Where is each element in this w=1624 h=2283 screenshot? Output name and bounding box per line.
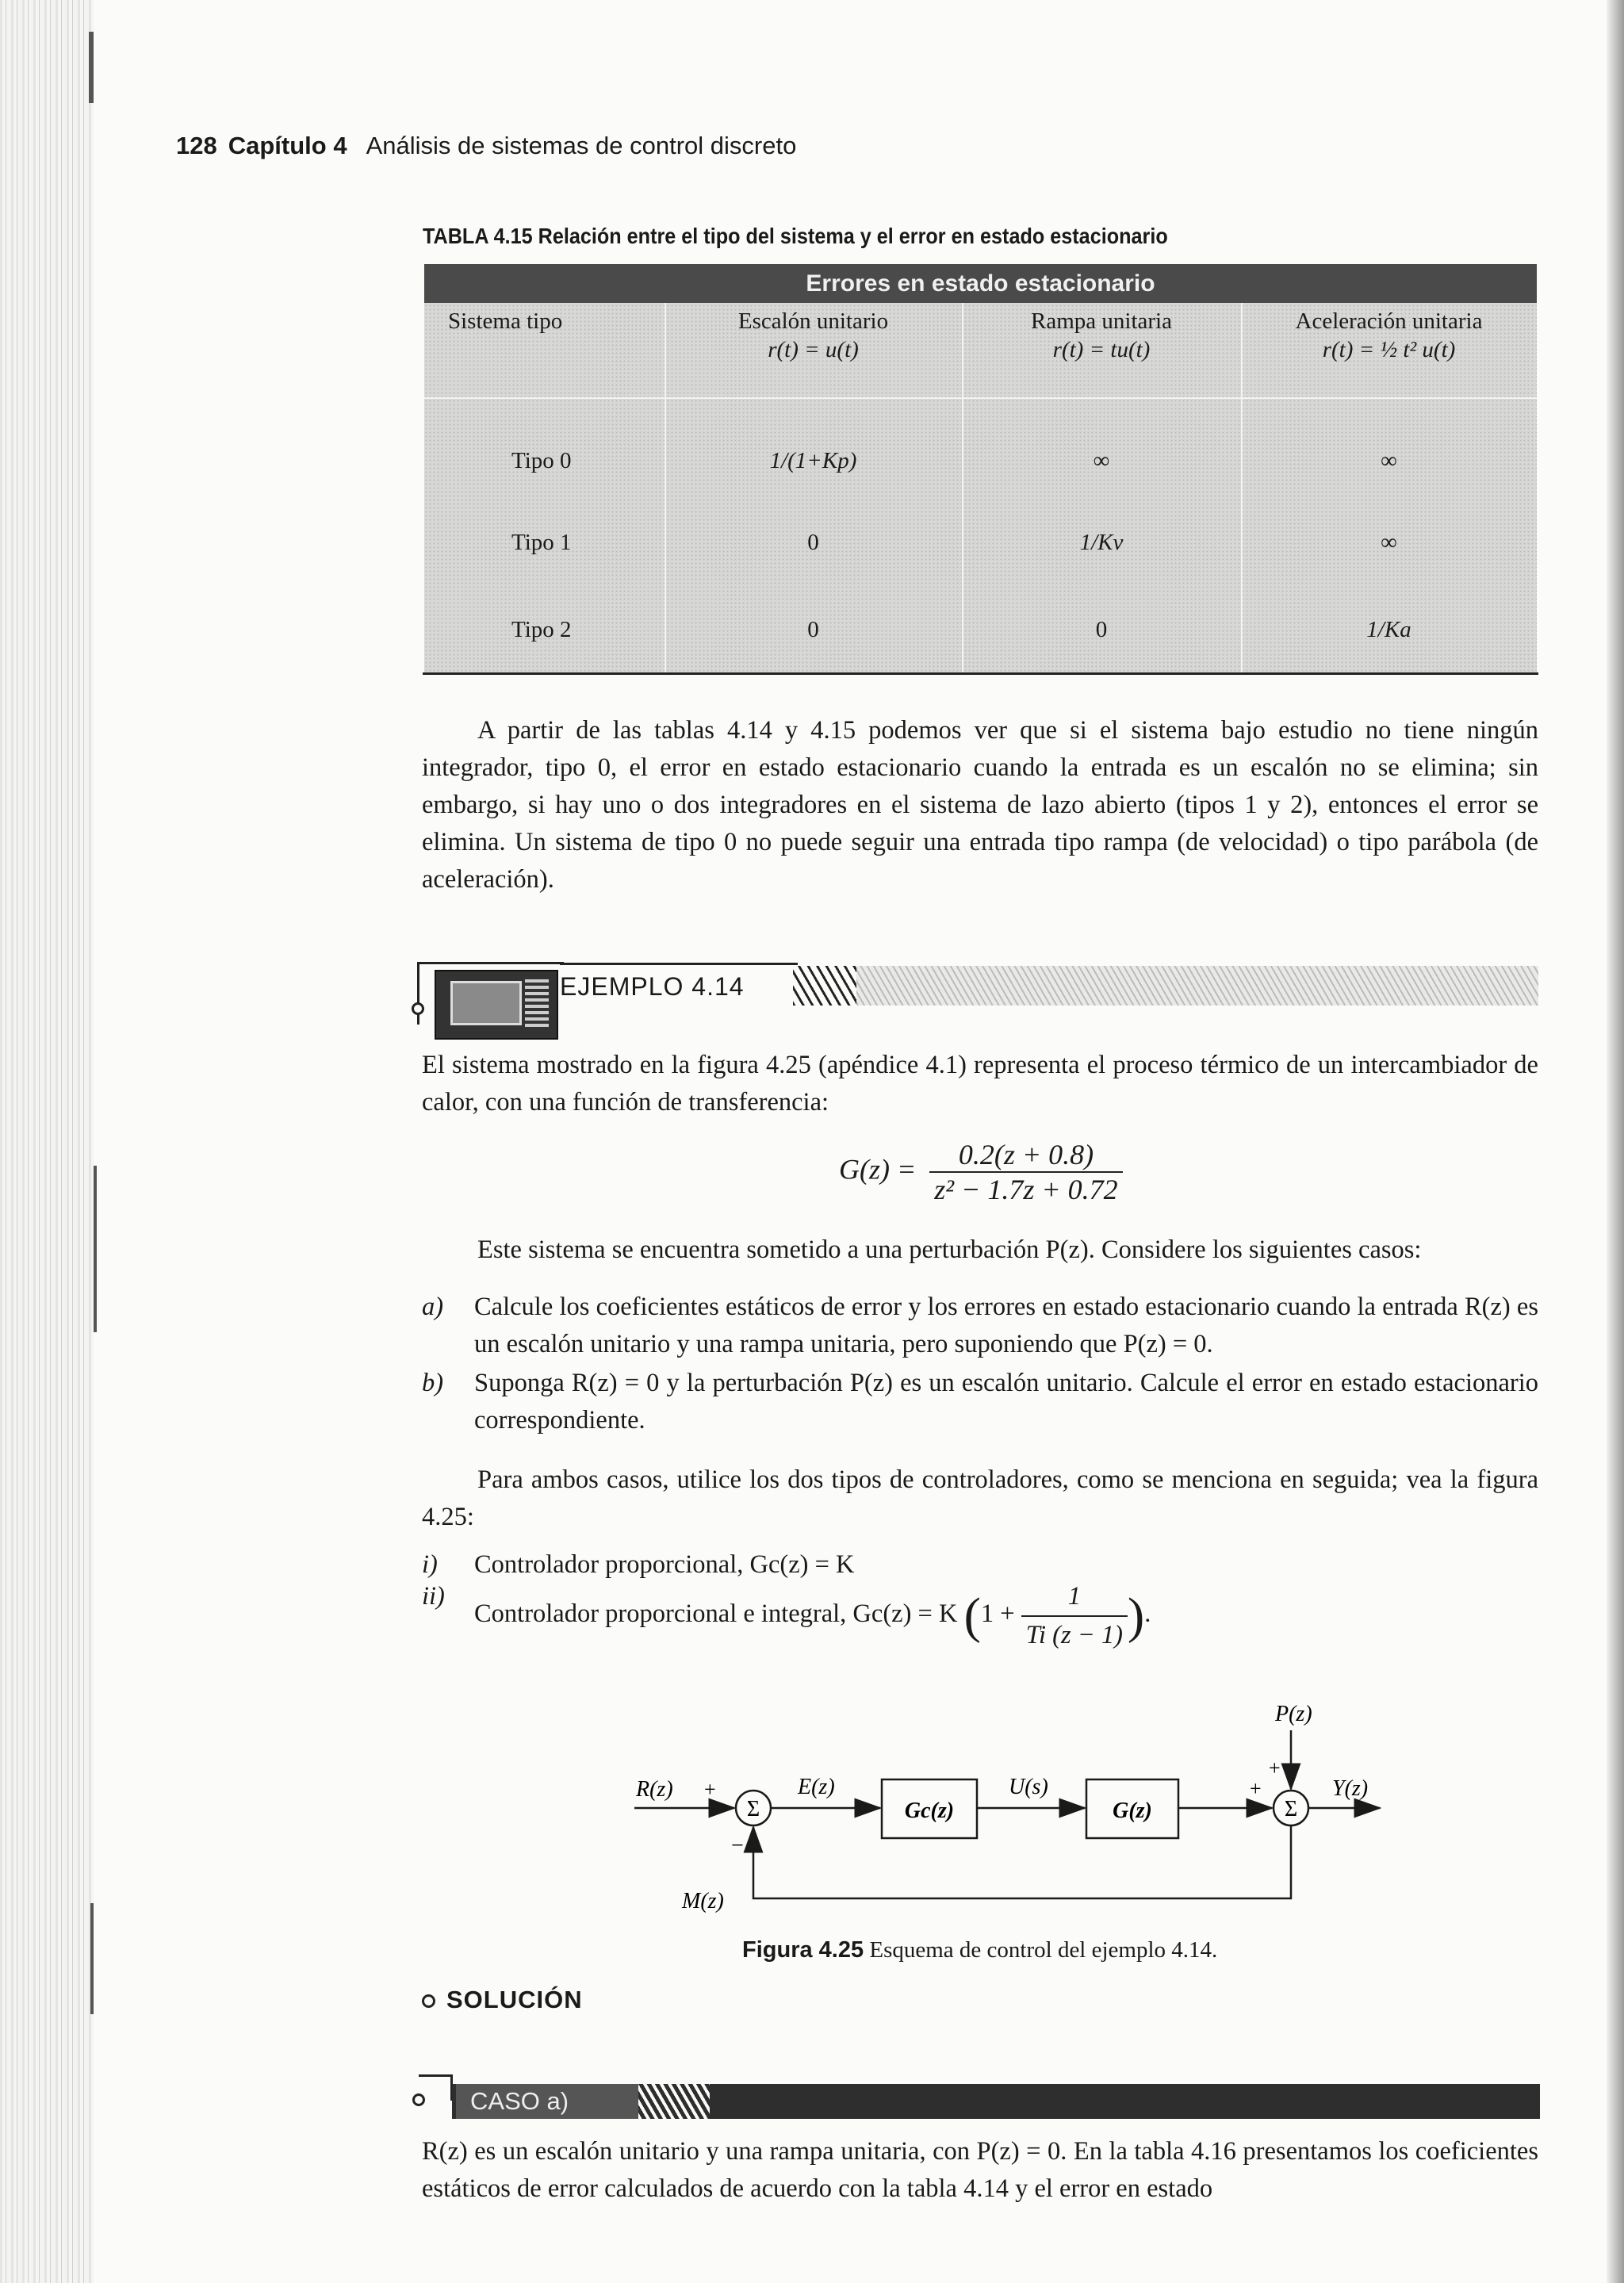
table-cell: 0 bbox=[807, 617, 819, 642]
table-cell: 0 bbox=[807, 530, 819, 555]
case-marker: b) bbox=[422, 1369, 444, 1397]
solution-bullet bbox=[422, 1994, 435, 2008]
column-header: Escalón unitario bbox=[737, 308, 889, 334]
body-paragraph: R(z) es un escalón unitario y una rampa unitaria, con P(z) = 0. En la tabla 4.16 presentamos los coeficientes estáticos de error calculados de acuerdo con la tabla 4.14 y el error en estado bbox=[422, 2137, 1538, 2203]
chapter-title: Análisis de sistemas de control discreto bbox=[366, 132, 797, 159]
computer-icon bbox=[435, 970, 558, 1040]
margin-mark bbox=[94, 1166, 97, 1332]
example-hatch bbox=[793, 966, 1538, 1006]
table-group-header: Errores en estado estacionario bbox=[424, 264, 1537, 303]
page-number: 128 bbox=[176, 132, 217, 159]
margin-mark bbox=[89, 32, 94, 103]
sum2-symbol: Σ bbox=[1284, 1797, 1298, 1821]
disturbance-label: P(z) bbox=[1275, 1702, 1312, 1726]
sum1-minus: − bbox=[731, 1833, 744, 1858]
case-text: Suponga R(z) = 0 y la perturbación P(z) es un escalón unitario. Calcule el error en estado estacionario correspondiente. bbox=[474, 1369, 1538, 1435]
column-formula: r(t) = ½ t² u(t) bbox=[1322, 337, 1456, 362]
column-formula: r(t) = u(t) bbox=[768, 337, 859, 362]
controller-tail: . bbox=[1144, 1599, 1151, 1629]
row-type: Tipo 1 bbox=[511, 530, 572, 555]
case-label: CASO a) bbox=[456, 2084, 638, 2119]
controller-marker: i) bbox=[422, 1550, 438, 1579]
table-cell: ∞ bbox=[1381, 448, 1397, 473]
body-paragraph: El sistema mostrado en la figura 4.25 (apéndice 4.1) representa el proceso térmico de un intercambiador de calor, con una función de transferencia: bbox=[422, 1051, 1538, 1117]
margin-mark bbox=[90, 1903, 94, 2014]
table-divider bbox=[424, 397, 1537, 399]
controller-text: Controlador proporcional e integral, Gc(z) = K bbox=[474, 1599, 958, 1629]
row-type: Tipo 0 bbox=[511, 448, 572, 473]
table-bottom-rule bbox=[423, 672, 1538, 675]
control-label: U(s) bbox=[1009, 1775, 1048, 1799]
solution-label: SOLUCIÓN bbox=[446, 1986, 583, 2013]
controller-frac-num: 1 bbox=[1067, 1582, 1081, 1611]
feedback-path bbox=[753, 1825, 1291, 1898]
example-label: EJEMPLO 4.14 bbox=[560, 972, 745, 1001]
error-table bbox=[424, 264, 1537, 674]
table-cell: ∞ bbox=[1381, 530, 1397, 555]
body-paragraph: Para ambos casos, utilice los dos tipos de controladores, como se menciona en seguida; vea la figura 4.25: bbox=[422, 1465, 1538, 1531]
case-marker: a) bbox=[422, 1293, 444, 1321]
column-formula: r(t) = tu(t) bbox=[1052, 337, 1151, 362]
figure-caption bbox=[742, 1937, 1217, 1963]
controller-marker: ii) bbox=[422, 1582, 445, 1611]
example-rule bbox=[560, 963, 798, 965]
row-type: Tipo 2 bbox=[511, 617, 572, 642]
table-cell: ∞ bbox=[1093, 448, 1110, 473]
body-paragraph: Este sistema se encuentra sometido a una perturbación P(z). Considere los siguientes casos: bbox=[477, 1235, 1422, 1264]
bullet-dot bbox=[412, 1002, 424, 1015]
case-hatch bbox=[638, 2084, 710, 2119]
error-label: E(z) bbox=[798, 1775, 835, 1799]
solution-heading bbox=[422, 1986, 583, 2014]
table-caption: TABLA 4.15 Relación entre el tipo del sistema y el error en estado estacionario bbox=[423, 224, 1168, 248]
controller-block-label: Gc(z) bbox=[904, 1798, 955, 1823]
body-paragraph: A partir de las tablas 4.14 y 4.15 podemos ver que si el sistema bajo estudio no tiene ningún integrador, tipo 0, el error en estado estacionario cuando la entrada es un escalón no se elimina; sin embargo, si hay uno o dos integradores en el sistema de lazo abierto (tipos 1 y 2), entonces el error se elimina. Un sistema de tipo 0 no puede seguir una entrada tipo rampa (de velocidad) o tipo parábola (de aceleración). bbox=[422, 716, 1538, 894]
plant-block-label: G(z) bbox=[1113, 1798, 1152, 1823]
table-cell: 1/Ka bbox=[1366, 617, 1411, 642]
column-header: Rampa unitaria bbox=[1031, 308, 1172, 334]
sum1-symbol: Σ bbox=[746, 1797, 760, 1821]
sum2-plus-top: + bbox=[1269, 1756, 1281, 1779]
table-cell: 1/Kv bbox=[1079, 530, 1124, 555]
equation-numerator: 0.2(z + 0.8) bbox=[958, 1139, 1094, 1170]
transfer-function bbox=[839, 1138, 1123, 1206]
running-header bbox=[176, 132, 796, 160]
case-text: Calcule los coeficientes estáticos de error y los errores en estado estacionario cuando la entrada R(z) es un escalón unitario y una rampa unitaria, pero suponiendo que P(z) = 0. bbox=[474, 1293, 1538, 1358]
case-item bbox=[422, 1365, 1538, 1439]
case-item bbox=[422, 1289, 1538, 1363]
controller-item: ii) Controlador proporcional e integral, Gc(z) = K (1 + $\frac{1}{Ti (z - 1)}$ ). bbox=[422, 1578, 1538, 1654]
block-diagram bbox=[619, 1697, 1396, 1935]
sum2-plus-left: + bbox=[1250, 1777, 1262, 1800]
figure-label: Figura 4.25 bbox=[742, 1937, 864, 1963]
table-cell: 1/(1+Kp) bbox=[769, 448, 857, 473]
book-binding bbox=[0, 0, 94, 2283]
controller-frac-den: Ti (z − 1) bbox=[1021, 1615, 1128, 1654]
chapter-label: Capítulo 4 bbox=[228, 132, 347, 159]
output-label: Y(z) bbox=[1332, 1776, 1369, 1801]
table-cell: 0 bbox=[1095, 617, 1108, 642]
controller-paren-one: 1 + bbox=[980, 1599, 1015, 1629]
equation-denominator: z² − 1.7z + 0.72 bbox=[929, 1171, 1122, 1206]
example-hatch-dark bbox=[793, 966, 856, 1006]
feedback-label: M(z) bbox=[682, 1889, 724, 1913]
equation-lhs: G(z) = bbox=[839, 1153, 917, 1186]
controller-text: Controlador proporcional, Gc(z) = K bbox=[474, 1550, 855, 1579]
input-label: R(z) bbox=[636, 1777, 673, 1802]
bullet-dot bbox=[412, 2093, 425, 2106]
sum1-plus: + bbox=[704, 1778, 716, 1801]
column-header: Sistema tipo bbox=[448, 308, 563, 334]
figure-caption-text: Esquema de control del ejemplo 4.14. bbox=[869, 1937, 1218, 1963]
column-header: Aceleración unitaria bbox=[1295, 308, 1483, 334]
page-edge bbox=[1607, 0, 1624, 2283]
